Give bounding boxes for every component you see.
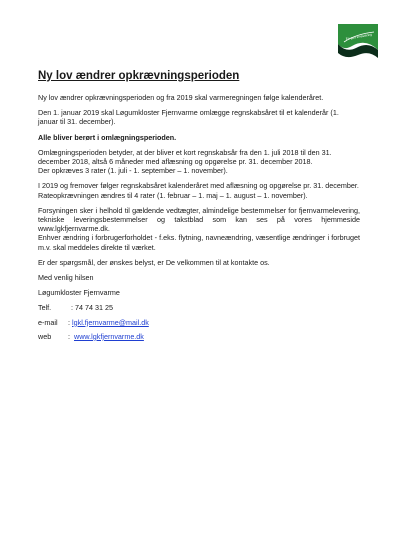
signature: Løgumkloster Fjernvarme — [38, 288, 120, 298]
paragraph-transition-period — [38, 148, 360, 176]
supply-terms-text: Forsyningen sker i helhold til gældende vedtægter, almindelige bestemmelser for fjernvarmelevering, tekniske leveringsbestemmelser og takstblad som kan ses på vores hjemmeside www.lgkfjernvarme.dk. — [38, 205, 360, 234]
website-link[interactable]: www.lgkfjernvarme.dk — [74, 331, 144, 341]
email-label: e-mail — [38, 317, 58, 327]
web-colon: : — [68, 331, 70, 341]
transition-installments-text: Der opkræves 3 rater (1. juli - 1. september – 1. november). — [38, 166, 228, 176]
email-colon: : — [68, 317, 70, 327]
paragraph-from-2019 — [38, 181, 360, 199]
company-logo — [336, 20, 380, 60]
contact-email — [38, 318, 360, 327]
logo-graphic — [336, 20, 380, 60]
changes-notice-text: Enhver ændring i forbrugerforholdet - f.eks. flytning, navneændring, væsentlige ændringer i forbruget m.v. skal meddeles direkte til værket. — [38, 233, 360, 252]
installments-2019-text: Rateopkrævningen ændres til 4 rater (1. februar – 1. maj – 1. august – 1. november). — [38, 190, 308, 200]
letter-body — [38, 70, 360, 346]
contact-phone — [38, 303, 360, 312]
greeting: Med venlig hilsen — [38, 273, 94, 283]
transition-period-text: Omlægningsperioden betyder, at der bliver et kort regnskabsår fra den 1. juli 2018 til den 31. december 2018, altså 6 måneder med aflæsning og opgørelse pr. 31. december 2018. — [38, 147, 332, 167]
phone-label: Telf. — [38, 303, 52, 313]
paragraph-supply-terms — [38, 206, 360, 252]
logo-tagline: En god investering — [345, 32, 373, 41]
page-title: Ny lov ændrer opkrævningsperioden — [38, 70, 240, 82]
paragraph-questions: Er der spørgsmål, der ønskes belyst, er De velkommen til at kontakte os. — [38, 257, 270, 267]
paragraph-intro: Ny lov ændrer opkrævningsperioden og fra 2019 skal varmeregningen følge kalenderåret. — [38, 93, 324, 102]
email-link[interactable]: lgkl.fjernvarme@mail.dk — [72, 317, 149, 327]
contact-web — [38, 332, 360, 341]
web-label: web — [38, 331, 52, 341]
calendar-year-text: I 2019 og fremover følger regnskabsåret kalenderåret med aflæsning og opgørelse pr. 31. december. — [38, 181, 359, 191]
phone-value: : 74 74 31 25 — [71, 303, 113, 313]
paragraph-new-fiscal-year: Den 1. januar 2019 skal Løgumkloster Fjernvarme omlægge regnskabsåret til et kalenderår (1. januar til 31. december). — [38, 108, 339, 127]
paragraph-everyone-affected: Alle bliver berørt i omlægningsperioden. — [38, 132, 177, 142]
